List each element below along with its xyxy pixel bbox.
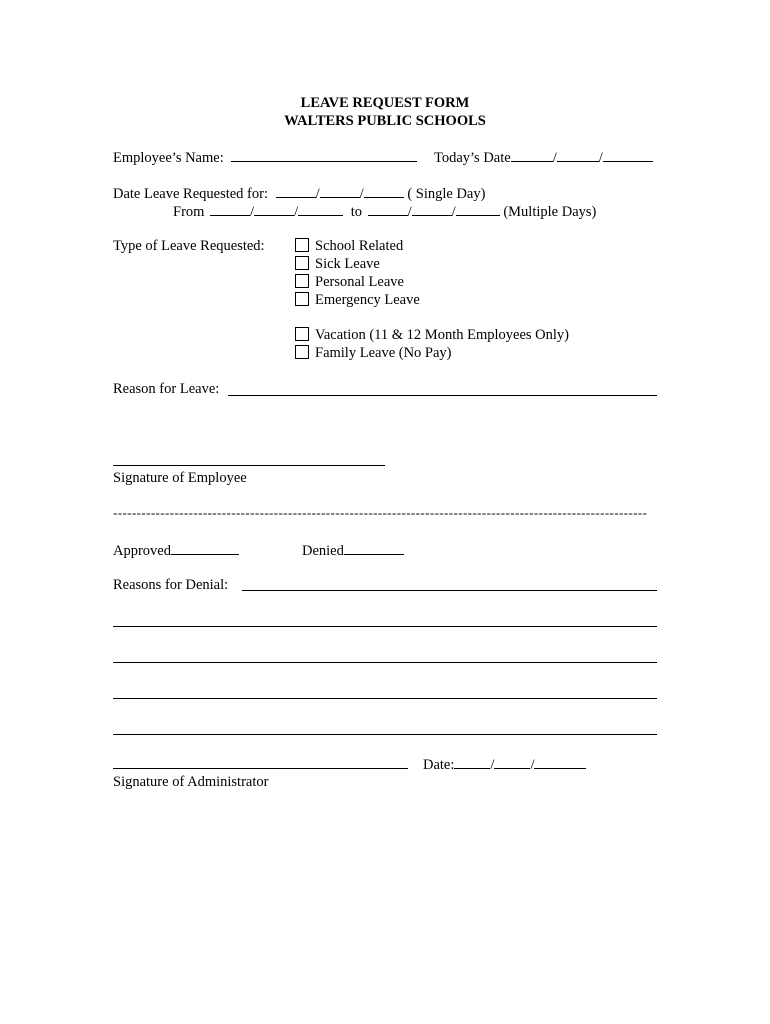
single-day-year-field[interactable] [364,184,404,198]
to-day-field[interactable] [412,202,452,216]
admin-date-year-field[interactable] [534,755,586,769]
date-separator: / [294,204,299,220]
approved-field[interactable] [171,541,239,555]
admin-signature-label: Signature of Administrator [113,774,269,790]
multiple-days-label: (Multiple Days) [503,204,597,220]
employee-name-label: Employee’s Name: [113,150,224,166]
checkbox-sick-leave[interactable] [295,256,309,270]
reason-label: Reason for Leave: [113,381,220,397]
admin-date-label: Date: [423,757,455,773]
admin-date-row [423,755,586,774]
to-year-field[interactable] [456,202,500,216]
multiple-days-row [173,202,596,221]
employee-name-field[interactable] [231,148,417,162]
option-family-leave: Family Leave (No Pay) [315,345,452,361]
denial-reason-line-2[interactable] [113,626,657,627]
denied-row [302,541,404,560]
denial-reason-line-5[interactable] [113,734,657,735]
date-separator: / [250,204,255,220]
todays-date-row [434,148,653,167]
single-day-day-field[interactable] [320,184,360,198]
from-label: From [173,204,205,220]
single-day-row [113,184,485,203]
checkbox-vacation[interactable] [295,327,309,341]
date-separator: / [407,204,412,220]
denial-reason-line-1[interactable] [242,590,657,591]
date-separator: / [490,757,495,773]
date-separator: / [315,186,320,202]
admin-signature-line[interactable] [113,768,408,769]
from-year-field[interactable] [298,202,343,216]
form-title: LEAVE REQUEST FORM [300,95,470,111]
option-personal-leave: Personal Leave [315,274,404,290]
separator-dashes: ----------------------------------------------------------------------------------------------------------------- [113,505,648,520]
leave-type-label: Type of Leave Requested: [113,238,265,254]
date-requested-label: Date Leave Requested for: [113,186,268,202]
denial-reason-line-3[interactable] [113,662,657,663]
employee-signature-label: Signature of Employee [113,470,247,486]
date-separator: / [552,150,557,166]
option-emergency-leave: Emergency Leave [315,292,420,308]
date-separator: / [359,186,364,202]
single-day-month-field[interactable] [276,184,316,198]
school-name: WALTERS PUBLIC SCHOOLS [284,113,486,129]
to-label: to [350,204,363,220]
reason-field[interactable] [228,395,657,396]
approved-label: Approved [113,543,171,559]
admin-date-month-field[interactable] [454,755,490,769]
checkbox-school-related[interactable] [295,238,309,252]
denied-field[interactable] [344,541,404,555]
option-vacation: Vacation (11 & 12 Month Employees Only) [315,327,569,343]
option-school-related: School Related [315,238,404,254]
date-separator: / [451,204,456,220]
todays-date-month-field[interactable] [511,148,553,162]
checkbox-family-leave[interactable] [295,345,309,359]
employee-name-row [113,148,417,167]
approved-row [113,541,239,560]
denial-reason-line-4[interactable] [113,698,657,699]
employee-signature-line[interactable] [113,465,385,466]
checkbox-emergency-leave[interactable] [295,292,309,306]
denial-reasons-label: Reasons for Denial: [113,577,229,593]
todays-date-year-field[interactable] [603,148,653,162]
option-sick-leave: Sick Leave [315,256,380,272]
admin-date-day-field[interactable] [494,755,530,769]
todays-date-day-field[interactable] [557,148,599,162]
todays-date-label: Today’s Date [434,150,511,166]
date-separator: / [598,150,603,166]
checkbox-personal-leave[interactable] [295,274,309,288]
from-month-field[interactable] [210,202,250,216]
date-separator: / [530,757,535,773]
to-month-field[interactable] [368,202,408,216]
denied-label: Denied [302,543,344,559]
single-day-label: ( Single Day) [407,186,486,202]
from-day-field[interactable] [254,202,294,216]
